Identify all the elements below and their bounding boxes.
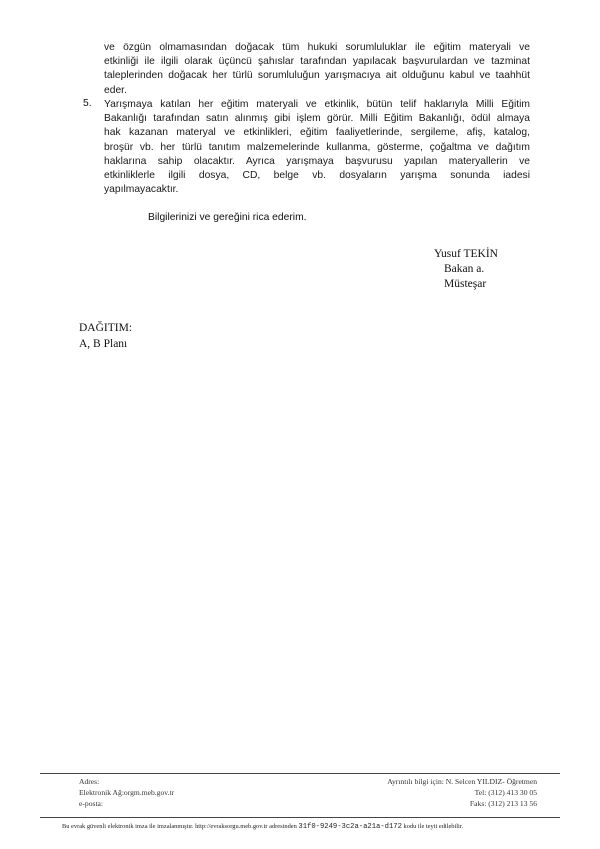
footer-contact-right — [343, 776, 537, 809]
distribution-value: A, B Planı — [79, 337, 128, 350]
verification-code: 31f0-9249-3c2a-a21a-d172 — [298, 823, 402, 831]
phone-number: Tel: (312) 413 30 05 — [474, 788, 537, 797]
text-line: haklarına sahip olacaktır. Ayrıca yarışmaya başvurusu yapılan materyallerin ve — [104, 155, 530, 167]
distribution-heading: DAĞITIM: — [79, 322, 133, 334]
text-line: etkinliği ile ilgili olarak üçüncü şahıslar tarafından yapılacak başvurulardan ve tazminat — [104, 56, 530, 68]
text-line: hak kazanan materyal ve etkinlikleri, eğitim faaliyetlerinde, sergileme, afiş, katalog, — [104, 127, 530, 139]
fax-number: Faks: (312) 213 13 56 — [469, 799, 537, 808]
text-line: Yarışmaya katılan her eğitim materyali ve etkinlik, bütün telif haklarıyla Milli Eğitim — [104, 99, 530, 110]
text-line: Bakanlığı tarafından satın alınmış gibi işlem görür. Milli Eğitim Bakanlığı, ödül almaya — [104, 113, 530, 125]
continuation-paragraph — [104, 41, 530, 98]
text-line: yapılmayacaktır. — [104, 184, 179, 196]
text-line: ve özgün olmamasından doğacak tüm hukuki sorumluluklar ile eğitim materyali ve — [104, 42, 530, 53]
signatory-name: Yusuf TEKİN — [434, 248, 498, 260]
e-signature-verification — [62, 823, 463, 831]
verification-divider — [40, 817, 560, 818]
list-item-5 — [104, 98, 530, 197]
address-label: Adres: — [79, 777, 100, 786]
signatory-title-line: Müsteşar — [444, 278, 487, 290]
verification-text-end: kodu ile teyit edilebilir. — [403, 823, 464, 830]
contact-person: Ayrıntılı bilgi için: N. Selcen YILDIZ- Öğretmen — [387, 777, 537, 786]
closing-sentence: Bilgilerinizi ve gereğini rica ederim. — [148, 212, 307, 223]
footer-divider — [40, 773, 560, 774]
footer-contact-left — [79, 776, 174, 809]
list-item-number: 5. — [83, 98, 92, 109]
electronic-network: Elektronik Ağ:orgm.meb.gov.tr — [79, 788, 175, 797]
email-label: e-posta: — [79, 799, 104, 808]
distribution-block — [79, 321, 132, 352]
text-line: etkinliklerle ilgili dosya, CD, belge vb. dosyaların yarışma sonunda iadesi — [104, 170, 530, 182]
text-line: taleplerinden doğacak her türlü sorumluluğun yarışmacıya ait olduğunu kabul ve taahhüt — [104, 70, 530, 82]
text-line: broşür vb. her türlü tanıtım malzemelerinde kullanma, gösterme, çoğaltma ve dağıtım — [104, 141, 530, 153]
text-line: eder. — [104, 84, 127, 96]
signatory-title-line: Bakan a. — [444, 263, 485, 275]
verification-text: Bu evrak güvenli elektronik imza ile imzalanmıştır. http://evraksorgu.meb.gov.tr adresinden — [62, 823, 297, 830]
signature-block — [434, 247, 498, 292]
